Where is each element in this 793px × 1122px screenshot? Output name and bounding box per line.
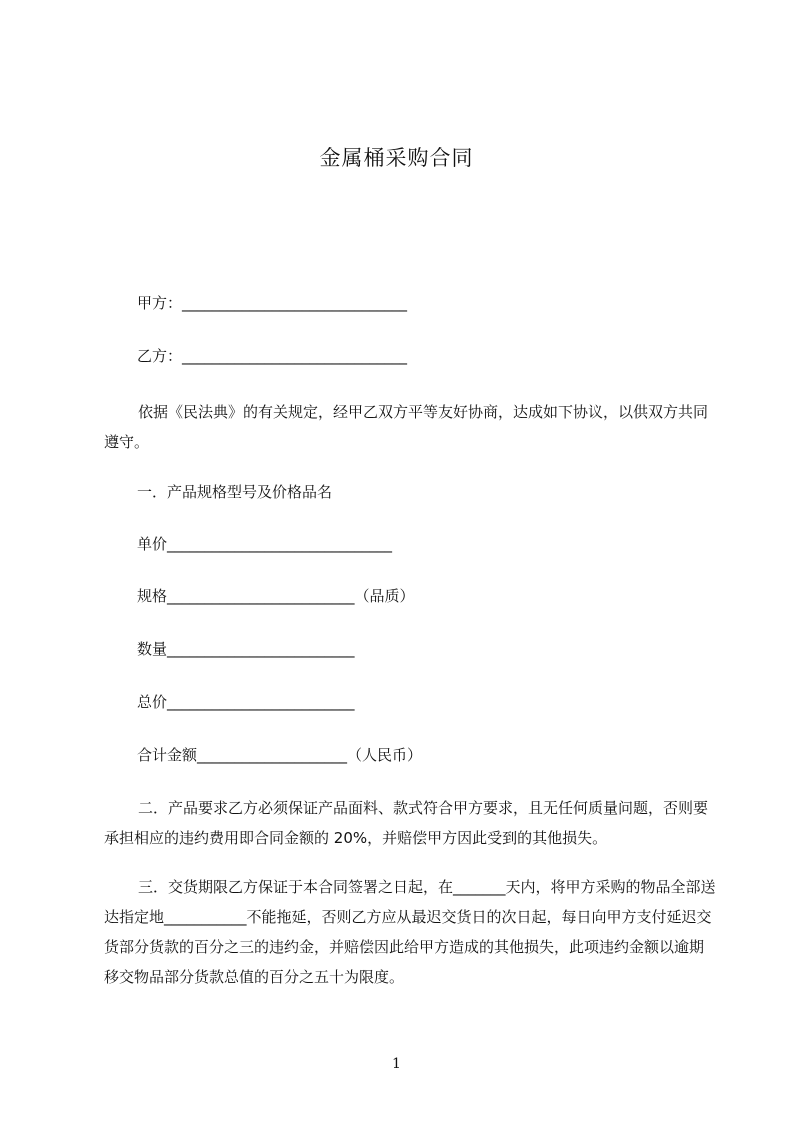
intro-paragraph: 依据《民法典》的有关规定，经甲乙双方平等友好协商，达成如下协议，以供双方共同遵守。 xyxy=(104,403,709,451)
quantity-line: 数量_________________________ xyxy=(137,640,355,658)
party-b-line: 乙方：______________________________ xyxy=(137,347,408,365)
unit-price-line: 单价______________________________ xyxy=(137,535,393,553)
spec-line: 规格_________________________（品质） xyxy=(137,587,415,605)
document-title: 金属桶采购合同 xyxy=(319,146,474,170)
total-price-line: 总价_________________________ xyxy=(137,693,355,711)
party-a-line: 甲方：______________________________ xyxy=(137,294,408,312)
section-2-paragraph: 二．产品要求乙方必须保证产品面料、款式符合甲方要求，且无任何质量问题，否则要承担相应的违约费用即合同金额的 20%，并赔偿甲方因此受到的其他损失。 xyxy=(104,799,709,847)
page-number: 1 xyxy=(392,1056,401,1072)
section-3-paragraph: 三．交货期限乙方保证于本合同签署之日起，在_______天内，将甲方采购的物品全部送达指定地___________不能拖延，否则乙方应从最迟交货日的次日起，每日向甲方支付延迟交货部分货款的百分之三的违约金，并赔偿因此给甲方造成的其他损失，此项违约金额以逾期移交物品部分货款总值的百分之五十为限度。 xyxy=(104,878,716,986)
section-1-heading: 一．产品规格型号及价格品名 xyxy=(137,483,333,501)
sum-amount-line: 合计金额____________________（人民币） xyxy=(137,746,423,764)
